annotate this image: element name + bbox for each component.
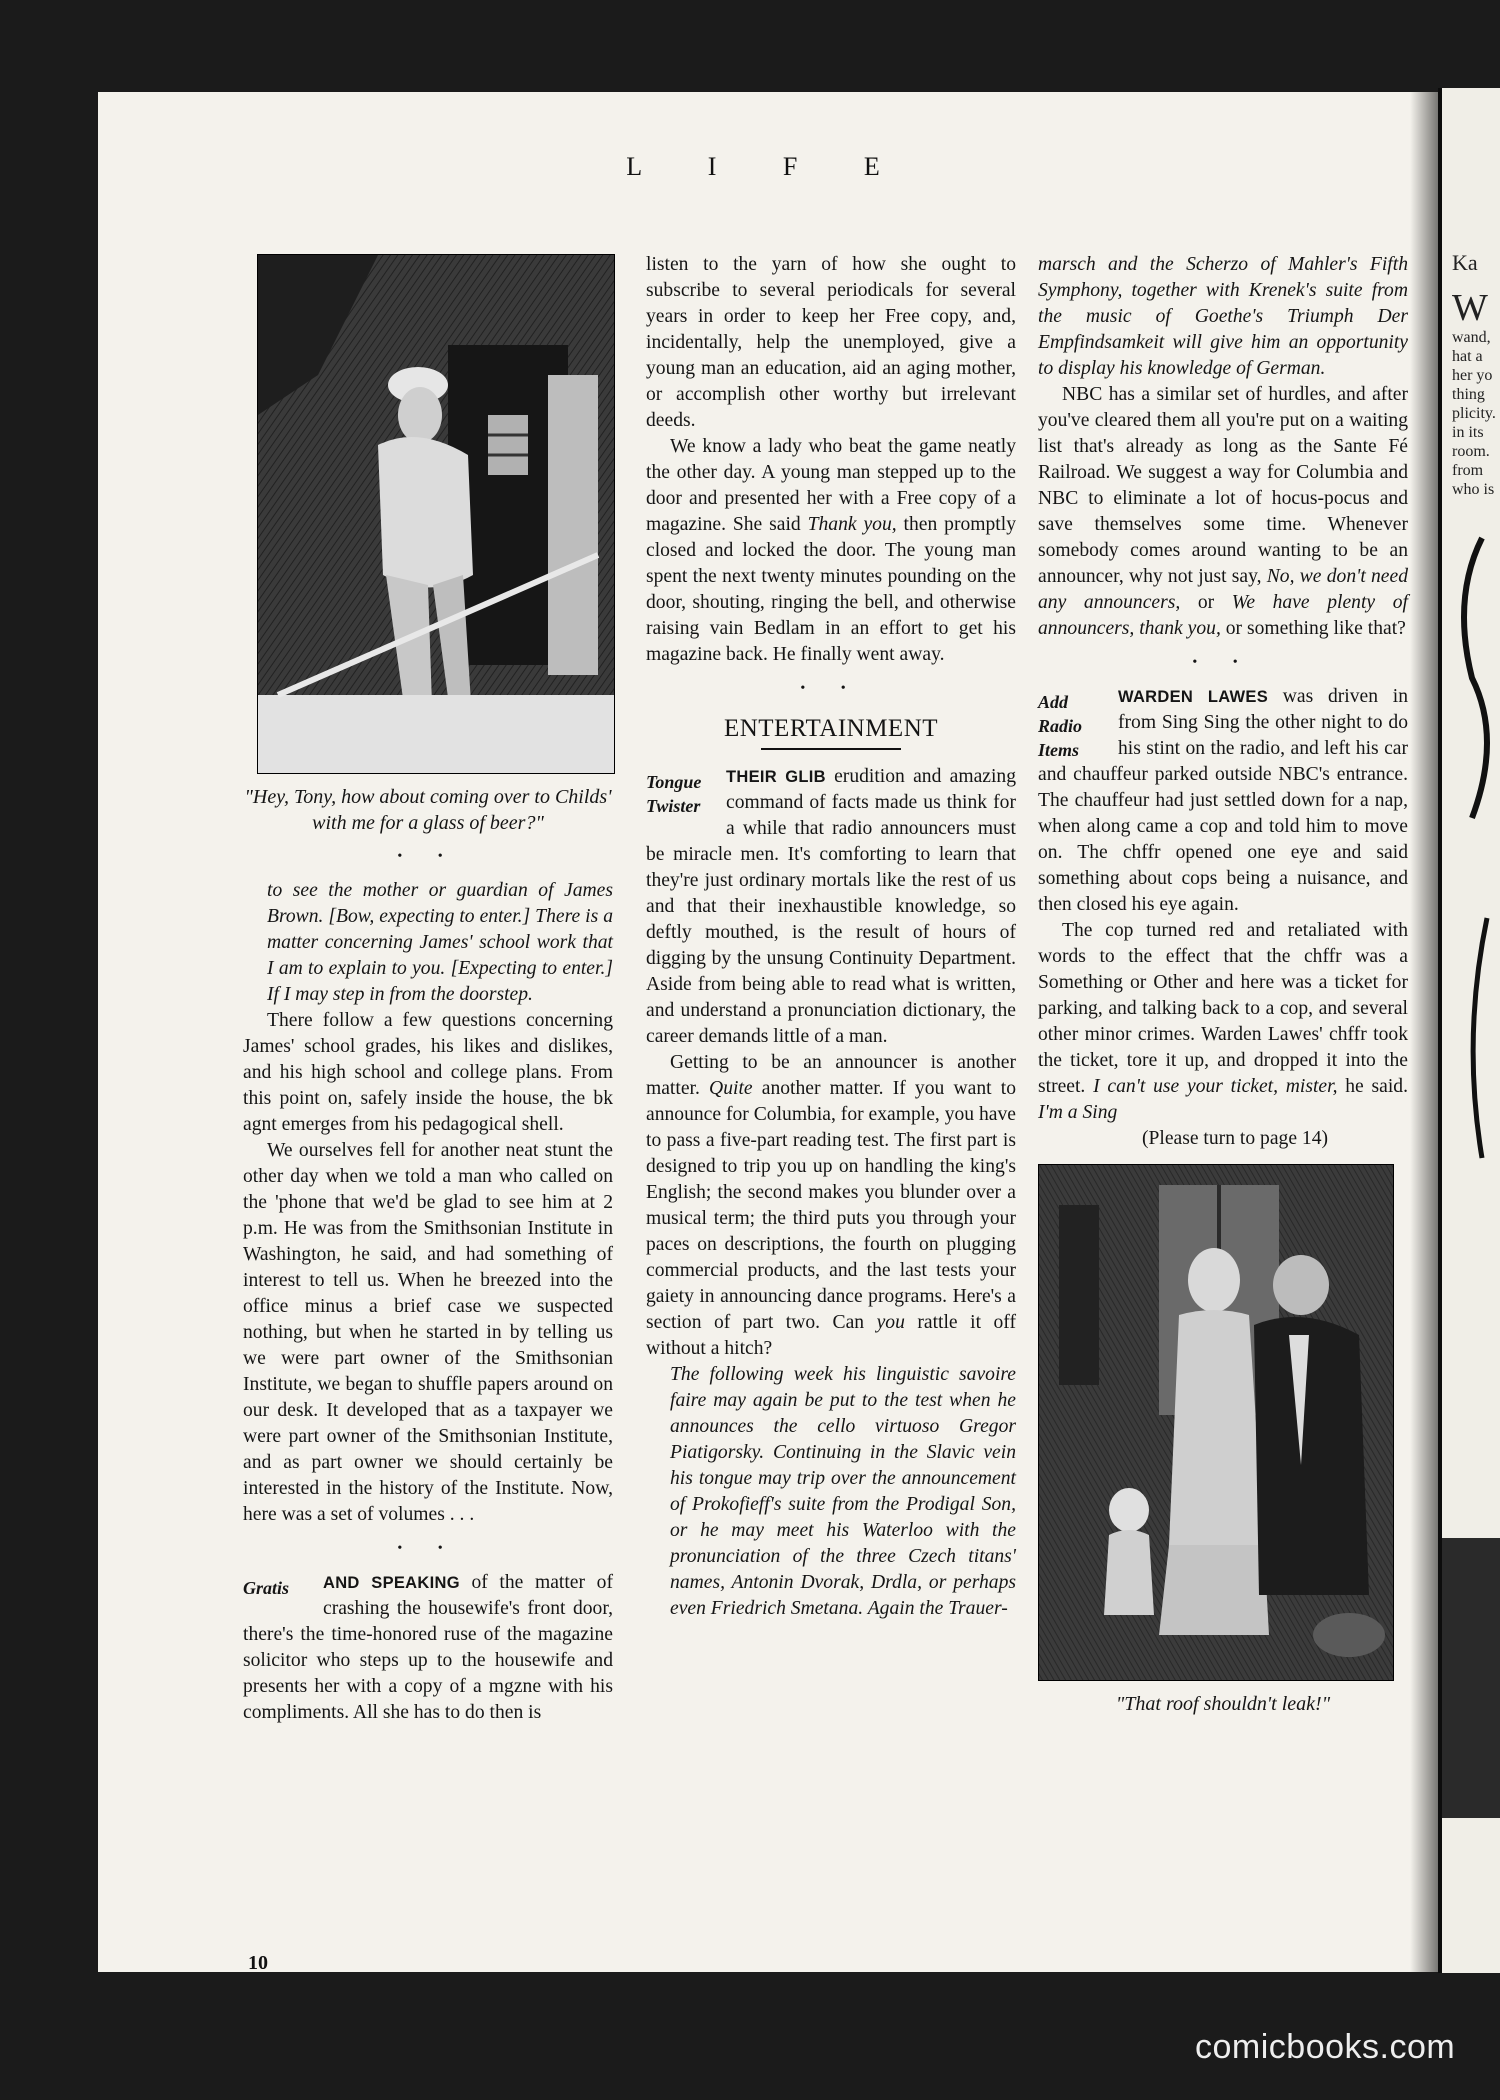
paragraph-text: he said. xyxy=(1337,1076,1408,1097)
illustration-man-in-doorway-drawing xyxy=(258,255,614,773)
italic-text: No, we don't need any announcers, xyxy=(1038,566,1408,613)
adjacent-page-line: her yo xyxy=(1452,367,1493,384)
illustration-caption-1: "Hey, Tony, how about coming over to Childs' with me for a glass of beer?" xyxy=(244,786,612,834)
runin-paragraph xyxy=(243,1570,613,1726)
paragraph-text: rattle it off without a hitch? xyxy=(646,1312,1016,1359)
adjacent-page-line: hat a xyxy=(1452,348,1483,365)
paragraph-text: We know a lady who beat the game neatly the other day. A young man stepped up to the door and presented her with a Free copy of a magazine. She said xyxy=(646,436,1016,535)
section-dots: • • xyxy=(800,681,862,696)
italic-text: you xyxy=(876,1312,905,1333)
runin-paragraph xyxy=(646,764,1016,1050)
italic-text: I'm a Sing xyxy=(1038,1102,1118,1123)
magazine-page xyxy=(98,92,1438,1972)
paragraph-text: NBC has a similar set of hurdles, and after you've cleared them all you're put on a waiting list that's already as long as the Sante Fé Railroad. We suggest a way for Columbia and NBC to eliminate a lot of hocus-pocus and save themselves some time. Whenever somebody comes around wanting to be an announcer, why not just say, xyxy=(1038,384,1408,587)
side-label-gratis: Gratis xyxy=(243,1578,290,1598)
paragraph-text: another matter. If you want to announce for Columbia, for example, you have to pass a five-part reading test. The first part is designed to trip you up on handling the king's English; the second makes you blunder over a musical term; the third puts you through your paces on descriptions, the fourth on plugging commercial products, and the last tests your gaiety in announcing dance programs. Here's a section of part two. Can xyxy=(646,1078,1017,1333)
side-label-line: Radio xyxy=(1038,716,1083,736)
illustration-man-in-doorway xyxy=(257,254,615,774)
italic-passage: The following week his linguistic savoire faire may again be put to the test when he announces the cello virtuoso Gregor Piatigorsky. Continuing in the Slavic vein his tongue may trip over the announcement of Prokofieff's suite from the Prodigal Son, or he may meet his Waterloo with the pronunciation of the three Czech titans' names, Antonin Dvorak, Drdla, or perhaps even Friedrich Smetana. Again the Trauer- xyxy=(670,1364,1016,1619)
paragraph-text: was driven in from Sing Sing the other night to do his stint on the radio, and left his car and chauffeur parked outside NBC's entrance. The chauffeur had just settled down for a nap, when along came a cop and told him to move on. The chffr opened one eye and said something about cops being a nuisance, and then closed his eye again. xyxy=(1038,686,1409,915)
paragraph-text: erudition and amazing command of facts made us think for a while that radio announcers must be miracle men. It's comforting to learn that they're just ordinary mortals like the rest of us and that their inexhaustible knowledge, so deftly mouthed, is the result of hours of digging by the unsung Continuity Department. Aside from being able to read what is written, and understand a pronunciation dictionary, the career demands little of a man. xyxy=(646,766,1016,1047)
paragraph-text: then promptly closed and locked the door. The young man spent the next twenty minutes pounding on the door, shouting, ringing the bell, and otherwise raising vain Bedlam in an effort to get his magazine back. He finally went away. xyxy=(646,514,1016,665)
italic-passage: marsch and the Scherzo of Mahler's Fifth Symphony, together with Krenek's suite from the music of Goethe's Triumph Der Empfindsamkeit will give him an opportunity to display his knowledge of German. xyxy=(1038,254,1408,379)
adjacent-page-illustration xyxy=(1442,518,1500,1818)
adjacent-page-heading: Ka xyxy=(1452,250,1478,275)
continuation-note: (Please turn to page 14) xyxy=(1141,1128,1329,1149)
adjacent-page-line: thing xyxy=(1452,386,1485,403)
italic-passage: to see the mother or guardian of James Brown. [Bow, expecting to enter.] There is a matter concerning James' school work that I am to explain to you. [Expecting to enter.] If I may step in from the doorstep. xyxy=(267,880,613,1005)
side-label-add-radio-items xyxy=(1038,690,1118,762)
side-label-tongue-twister xyxy=(646,770,726,818)
column-2 xyxy=(646,252,1016,1622)
section-dots: • • xyxy=(397,849,459,864)
adjacent-page-line: from xyxy=(1452,462,1484,479)
runin-paragraph xyxy=(1038,684,1408,918)
illustration-caption-2: "That roof shouldn't leak!" xyxy=(1115,1693,1331,1715)
adjacent-page-line: room. xyxy=(1452,443,1490,460)
lead-in: AND SPEAKING xyxy=(323,1574,460,1592)
side-label-line: Add xyxy=(1038,692,1069,712)
column-3 xyxy=(1038,252,1408,1723)
adjacent-page-line: wand, xyxy=(1452,329,1491,346)
side-label-line: Items xyxy=(1038,740,1080,760)
paragraph-text: or something like that? xyxy=(1220,618,1406,639)
paragraph: There follow a few questions concerning James' school grades, his likes and dislikes, and his high school and college plans. From this point on, safely inside the house, the bk agnt emerges from his pedagogical shell. xyxy=(243,1010,613,1135)
lead-in: WARDEN LAWES xyxy=(1118,688,1269,706)
adjacent-page-line: in its xyxy=(1452,424,1484,441)
illustration-family-scene xyxy=(1038,1164,1394,1681)
section-heading: ENTERTAINMENT xyxy=(723,715,939,742)
page-gutter-shadow xyxy=(1410,92,1440,1972)
italic-text: Quite xyxy=(709,1078,753,1099)
column-1 xyxy=(243,254,613,1726)
side-label-line: Tongue xyxy=(646,772,702,792)
running-head: L I F E xyxy=(626,152,910,181)
italic-text: I can't use your ticket, mister, xyxy=(1093,1076,1338,1097)
adjacent-page-fragment xyxy=(1438,88,1500,1973)
paragraph xyxy=(1038,382,1408,642)
section-dots: • • xyxy=(1192,655,1254,670)
heading-rule xyxy=(761,748,901,750)
paragraph: We ourselves fell for another neat stunt the other day when we told a man who called on the 'phone that we'd be glad to see him at 2 p.m. He was from the Smithsonian Institute in Washington, he said, and had something of interest to tell us. When he breezed into the office minus a brief case we suspected nothing, but when he started in by telling us we were part owner of the Smithsonian Institute, we began to shuffle papers around on our desk. It developed that as a taxpayer we were part owner of the Smithsonian Institute, and as part owner we should certainly be interested in the history of the Institute. Now, here was a set of volumes . . . xyxy=(243,1140,613,1525)
side-label-line: Twister xyxy=(646,796,701,816)
italic-text: Thank you, xyxy=(807,514,897,535)
paragraph xyxy=(1038,918,1408,1126)
paragraph-text: or xyxy=(1180,592,1232,613)
paragraph-text: Getting to be an announcer is another matter. xyxy=(646,1052,1016,1099)
paragraph-text: of the matter of crashing the housewife's front door, there's the time-honored ruse of the magazine solicitor who steps up to the housewife and presents her with a copy of a mgzne with his compliments. All she has to do then is xyxy=(243,1572,613,1723)
watermark: comicbooks.com xyxy=(1195,2028,1456,2066)
illustration-family-scene-drawing xyxy=(1039,1165,1393,1680)
adjacent-page-line: who is xyxy=(1452,481,1495,498)
section-dots: • • xyxy=(397,1541,459,1556)
italic-text: We have plenty of announcers, thank you, xyxy=(1038,592,1408,639)
lead-in: THEIR GLIB xyxy=(726,768,826,786)
paragraph-text: The cop turned red and retaliated with words to the effect that the chffr was a Something or Other and here was a ticket for parking, and talking back to a cop, and several other minor crimes. Warden Lawes' chffr took the ticket, tore it up, and dropped it into the street. xyxy=(1038,920,1408,1097)
adjacent-page-line: plicity. xyxy=(1452,405,1496,422)
paragraph xyxy=(646,1050,1016,1362)
paragraph: listen to the yarn of how she ought to subscribe to several periodicals for several years in order to keep her Free copy, and, incidentally, help the unemployed, give a young man an education, aid an aging mother, or accomplish other worthy but irrelevant deeds. xyxy=(646,254,1016,431)
adjacent-page-dropcap: W xyxy=(1452,287,1488,329)
paragraph xyxy=(646,434,1016,668)
page-number: 10 xyxy=(248,1952,268,1974)
